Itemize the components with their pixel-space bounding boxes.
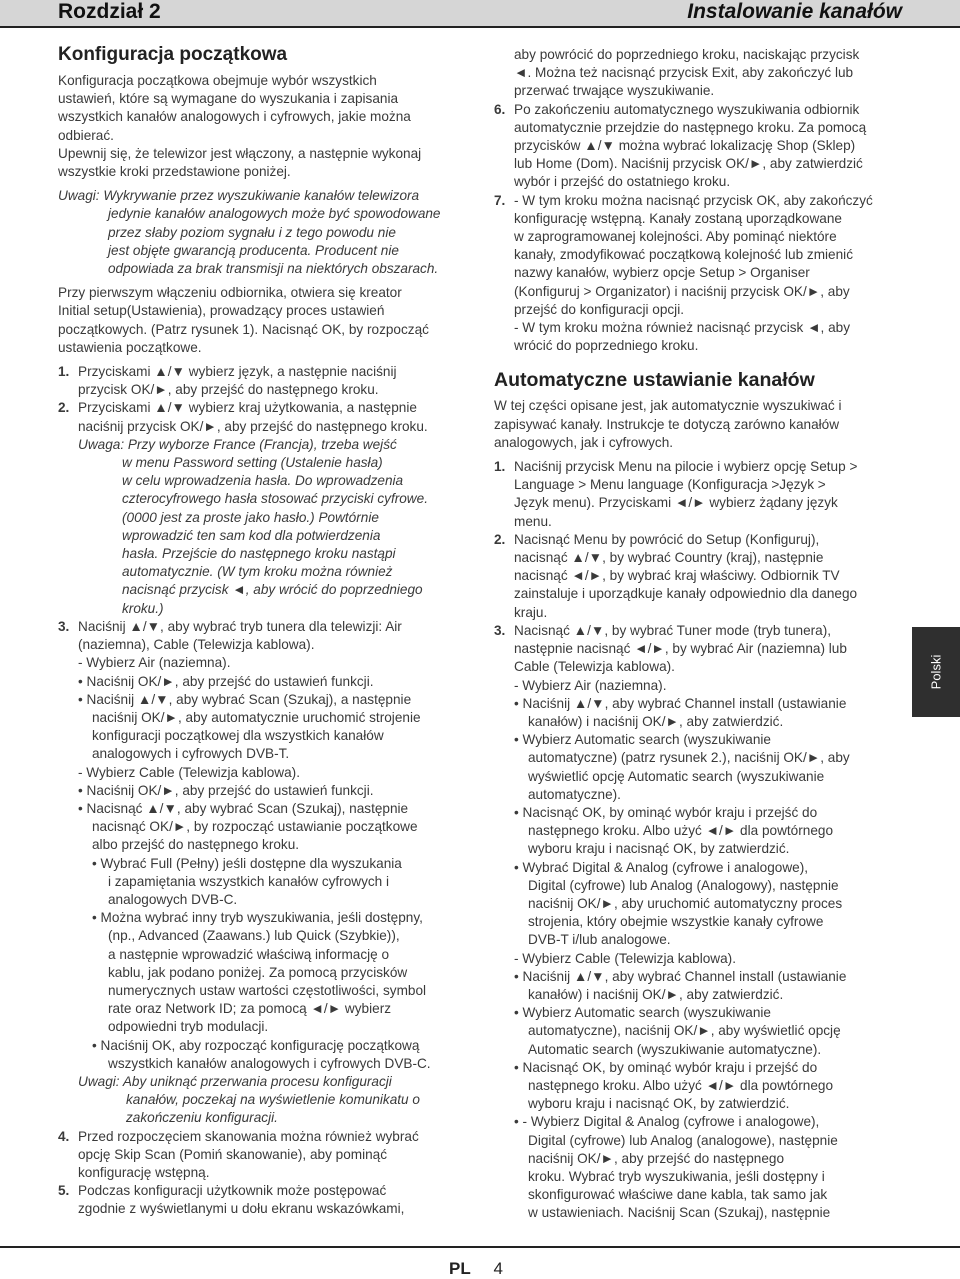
text-line: • - Wybierz Digital & Analog (cyfrowe i analogowe), bbox=[514, 1114, 820, 1130]
step-2 bbox=[58, 399, 474, 435]
text-line: Digital (cyfrowe) lub Analog (analogowe), następnie bbox=[528, 1132, 838, 1148]
text-line: a następnie wprowadzić właściwą informację o bbox=[108, 946, 390, 962]
text-line: wprowadzić ten sam kod dla potwierdzenia bbox=[122, 527, 381, 543]
text-line: 3. Nacisnąć ▲/▼, by wybrać Tuner mode (tryb tunera), bbox=[494, 622, 832, 638]
text-line: przycisk OK/►, aby przejść do następnego kroku. bbox=[78, 382, 379, 398]
text-line: Język menu). Przyciskami ◄/► wybierz żądany język bbox=[514, 495, 838, 511]
text-line: 2. Nacisnąć Menu by powrócić do Setup (Konfiguruj), bbox=[494, 531, 820, 547]
text-line: - W tym kroku można również nacisnąć przycisk ◄, aby bbox=[514, 320, 851, 336]
text-line: naciśnij przycisk OK/►, aby przejść do następnego kroku. bbox=[78, 418, 428, 434]
text-line: automatycznie przejdzie do następnego kroku. Za pomocą bbox=[514, 119, 867, 135]
text-line: 7. - W tym kroku można nacisnąć przycisk OK, aby zakończyć bbox=[494, 192, 873, 208]
text-line: • Naciśnij ▲/▼, aby wybrać Scan (Szukaj), a następnie bbox=[78, 691, 412, 707]
text-line: - Wybierz Cable (Telewizja kablowa). bbox=[514, 950, 736, 966]
text-line: DVB-T i/lub analogowe. bbox=[528, 932, 671, 948]
text-line: jest objęte gwarancją producenta. Producent nie bbox=[108, 242, 399, 258]
text-line: Konfiguracja początkowa obejmuje wybór wszystkich bbox=[58, 73, 377, 88]
auto-tuner-options bbox=[494, 677, 902, 1223]
text-line: następnie nacisnąć ◄/►, by wybrać Air (naziemna) lub bbox=[514, 641, 847, 657]
text-line: analogowych DVB-C. bbox=[108, 891, 238, 907]
text-line: kraju. bbox=[514, 604, 548, 620]
text-line: kablu, jak podano poniżej. Za pomocą przycisków bbox=[108, 964, 408, 980]
step-5-continued bbox=[494, 46, 902, 101]
text-line: • Naciśnij OK/►, aby przejść do ustawień funkcji. bbox=[78, 673, 374, 689]
text-line: albo przejść do następnego kroku. bbox=[92, 837, 300, 853]
section-title: Instalowanie kanałów bbox=[687, 0, 902, 23]
text-line: w celu wprowadzenia hasła. Do wprowadzenia bbox=[122, 473, 404, 489]
text-line: wszystkie kroki przedstawione poniżej. bbox=[58, 164, 291, 180]
text-line: • Wybierz Automatic search (wyszukiwanie bbox=[514, 732, 771, 748]
text-line: przycisków ▲/▼ można wybrać lokalizację Shop (Sklep) bbox=[514, 138, 856, 154]
text-line: wyświetlić opcję Automatic search (wyszukiwanie bbox=[528, 768, 825, 784]
heading-auto-channel: Automatyczne ustawianie kanałów bbox=[494, 369, 815, 392]
text-line: przejść do konfiguracji opcji. bbox=[514, 301, 685, 317]
text-line: wyboru kraju i nacisnąć OK, by zatwierdzić. bbox=[528, 1096, 790, 1112]
text-line: • Wybrać Digital & Analog (cyfrowe i analogowe), bbox=[514, 859, 809, 875]
text-line: (0000 jest za proste jako hasło.) Powtórnie bbox=[122, 509, 379, 525]
text-line: - Wybierz Cable (Telewizja kablowa). bbox=[78, 764, 300, 780]
text-line: rate oraz Network ID; za pomocą ◄/► wybierz bbox=[108, 1001, 392, 1017]
text-line: zakończeniu konfiguracji. bbox=[126, 1110, 278, 1126]
text-line: 5. Podczas konfiguracji użytkownik może postępować bbox=[58, 1183, 387, 1199]
text-line: Automatic search (wyszukiwanie automatyczne). bbox=[528, 1041, 822, 1057]
text-line: wyboru kraju i nacisnąć OK, by zatwierdzić. bbox=[528, 841, 790, 857]
text-line: • Naciśnij OK, aby rozpocząć konfigurację początkową bbox=[92, 1037, 420, 1053]
text-line: nacisnąć ◄/►, by wybrać kraj właściwy. Odbiornik TV bbox=[514, 568, 840, 584]
text-line: wrócić do poprzedniego kroku. bbox=[514, 338, 699, 354]
text-line: konfigurację wstępną. bbox=[78, 1164, 210, 1180]
text-line: automatycznie. (W tym kroku można również bbox=[122, 564, 393, 580]
text-line: nacisnąć ▲/▼, by wybrać Country (kraj), następnie bbox=[514, 550, 824, 566]
text-line: nacisnąć OK/►, by rozpocząć ustawianie początkowe bbox=[92, 819, 418, 835]
text-line: następnego kroku. Albo użyć ◄/► dla powtórnego bbox=[528, 823, 834, 839]
text-line: 6. Po zakończeniu automatycznego wyszukiwania odbiornik bbox=[494, 101, 860, 117]
text-line: wybór i przejść do ostatniego kroku. bbox=[514, 174, 731, 190]
step-3 bbox=[58, 618, 474, 654]
auto-step-1 bbox=[494, 458, 902, 531]
text-line: ◄. Można też nacisnąć przycisk Exit, aby zakończyć lub bbox=[514, 65, 854, 81]
chapter-title: Rozdział 2 bbox=[58, 0, 161, 23]
text-line: i zapamiętania wszystkich kanałów cyfrowych i bbox=[108, 873, 390, 889]
text-line: nacisnąć przycisk ◄, aby wrócić do poprzedniego bbox=[122, 582, 423, 598]
text-line: • Nacisnąć OK, by ominąć wybór kraju i przejść do bbox=[514, 1059, 818, 1075]
text-line: Przy pierwszym włączeniu odbiornika, otwiera się kreator bbox=[58, 285, 402, 301]
text-line: naciśnij OK/►, aby uruchomić automatyczny proces bbox=[528, 895, 843, 911]
step-1 bbox=[58, 363, 474, 399]
text-line: analogowych i cyfrowych DVB-T. bbox=[92, 746, 290, 762]
text-line: następnego kroku. Albo użyć ◄/► dla powtórnego bbox=[528, 1077, 834, 1093]
text-line: odpowiada za brak transmisji na niektórych obszarach. bbox=[108, 261, 439, 277]
text-line: konfigurację wstępną. Kanały zostaną uporządkowane bbox=[514, 210, 842, 226]
auto-intro bbox=[494, 397, 902, 452]
text-line: • Nacisnąć ▲/▼, aby wybrać Scan (Szukaj), następnie bbox=[78, 800, 409, 816]
text-line: ustawień, które są wymagane do wyszukania i zapisania bbox=[58, 91, 399, 107]
text-line: automatyczne), naciśnij OK/►, aby wyświetlić opcję bbox=[528, 1023, 841, 1039]
text-line: hasła. Przejście do następnego kroku nastąpi bbox=[122, 546, 396, 562]
text-line: • Wybierz Automatic search (wyszukiwanie bbox=[514, 1005, 771, 1021]
text-line: Uwagi: Aby uniknąć przerwania procesu konfiguracji bbox=[78, 1073, 392, 1089]
text-line: • Można wybrać inny tryb wyszukiwania, jeśli dostępny, bbox=[92, 910, 423, 926]
footer-lang: PL bbox=[449, 1259, 471, 1278]
text-line: naciśnij OK/►, aby przejść do następnego bbox=[528, 1150, 785, 1166]
text-line: nazwy kanałów, wybierz opcje Setup > Organiser bbox=[514, 265, 810, 281]
step-6 bbox=[494, 101, 902, 192]
text-line: - Wybierz Air (naziemna). bbox=[78, 655, 231, 671]
text-line: aby powrócić do poprzedniego kroku, naciskając przycisk bbox=[514, 47, 860, 62]
text-line: • Naciśnij OK/►, aby przejść do ustawień funkcji. bbox=[78, 782, 374, 798]
text-line: • Wybrać Full (Pełny) jeśli dostępne dla wyszukania bbox=[92, 855, 402, 871]
text-line: ustawienia początkowe. bbox=[58, 339, 202, 355]
text-line: naciśnij OK/►, aby automatycznie uruchomić strojenie bbox=[92, 709, 421, 725]
text-line: odpowiedni tryb modulacji. bbox=[108, 1019, 269, 1035]
note-france bbox=[58, 436, 474, 618]
text-line: strojenia, który obejmie wszystkie kanały cyfrowe bbox=[528, 914, 824, 930]
text-line: konfiguracji początkowej dla wszystkich kanałów bbox=[92, 728, 384, 744]
text-line: przez słaby poziom sygnału i z tego powodu nie bbox=[108, 224, 396, 240]
text-line: - Wybierz Air (naziemna). bbox=[514, 677, 667, 693]
page-header bbox=[0, 0, 960, 28]
text-line: • Naciśnij ▲/▼, aby wybrać Channel install (ustawianie bbox=[514, 695, 847, 711]
tuner-options bbox=[58, 654, 474, 1073]
text-line: przerwać trwające wyszukiwanie. bbox=[514, 83, 715, 99]
text-line: w menu Password setting (Ustalenie hasła) bbox=[122, 455, 383, 471]
text-line: Uwagi: Wykrywanie przez wyszukiwanie kanałów telewizora bbox=[58, 188, 420, 204]
step-4 bbox=[58, 1128, 474, 1183]
text-line: odbierać. bbox=[58, 127, 114, 143]
text-line: lub Home (Dom). Naciśnij przycisk OK/►, aby zatwierdzić bbox=[514, 156, 863, 172]
text-line: automatyczne) (patrz rysunek 2.), naciśnij OK/►, aby bbox=[528, 750, 850, 766]
text-line: skonfigurować właściwe dane kabla, tak samo jak bbox=[528, 1187, 828, 1203]
wizard-intro bbox=[58, 284, 474, 357]
text-line: 1. Naciśnij przycisk Menu na pilocie i wybierz opcję Setup > bbox=[494, 459, 858, 475]
text-line: automatyczne). bbox=[528, 786, 621, 802]
note-wait bbox=[58, 1073, 474, 1128]
text-line: Upewnij się, że telewizor jest włączony, a następnie wykonaj bbox=[58, 145, 422, 161]
language-tab bbox=[912, 627, 960, 717]
text-line: opcję Skip Scan (Pomiń skanowanie), aby pominąć bbox=[78, 1146, 388, 1162]
text-line: 1. Przyciskami ▲/▼ wybierz język, a następnie naciśnij bbox=[58, 364, 397, 380]
text-line: kroku.) bbox=[122, 600, 164, 616]
step-7 bbox=[494, 192, 902, 356]
intro-text bbox=[58, 72, 474, 181]
text-line: 3. Naciśnij ▲/▼, aby wybrać tryb tunera dla telewizji: Air bbox=[58, 618, 402, 634]
text-line: początkowych. (Patrz rysunek 1). Nacisnąć OK, by rozpocząć bbox=[58, 321, 429, 337]
page-footer bbox=[449, 1259, 503, 1279]
right-column bbox=[494, 46, 902, 1223]
text-line: (Konfiguruj > Organizator) i naciśnij przycisk OK/►, aby bbox=[514, 283, 850, 299]
text-line: • Naciśnij ▲/▼, aby wybrać Channel install (ustawianie bbox=[514, 968, 847, 984]
text-line: numerycznych ustaw wartości częstotliwości, symbol bbox=[108, 982, 427, 998]
text-line: czterocyfrowego hasła stosować przyciski cyfrowe. bbox=[122, 491, 428, 507]
text-line: Cable (Telewizja kablowa). bbox=[514, 659, 675, 675]
auto-step-2 bbox=[494, 531, 902, 622]
text-line: menu. bbox=[514, 513, 552, 529]
step-5 bbox=[58, 1182, 474, 1218]
text-line: 4. Przed rozpoczęciem skanowania można również wybrać bbox=[58, 1128, 419, 1144]
text-line: Language > Menu language (Konfiguracja >Język > bbox=[514, 477, 826, 493]
text-line: jedynie kanałów analogowych może być spowodowane bbox=[108, 206, 441, 222]
text-line: w zaprogramowanej kolejności. Aby pominąć niektóre bbox=[514, 229, 837, 245]
text-line: analogowych, jak i cyfrowych. bbox=[494, 434, 674, 450]
text-line: • Nacisnąć OK, by ominąć wybór kraju i przejść do bbox=[514, 804, 818, 820]
text-line: (np., Advanced (Zaawans.) lub Quick (Szybkie)), bbox=[108, 928, 400, 944]
left-column bbox=[58, 44, 474, 1219]
text-line: wszystkich kanałów analogowych i cyfrowych DVB-C. bbox=[108, 1055, 431, 1071]
text-line: zgodnie z wyświetlanymi u dołu ekranu wskazówkami, bbox=[78, 1201, 405, 1217]
heading-initial-setup: Konfiguracja początkowa bbox=[58, 44, 288, 65]
footer-divider bbox=[0, 1246, 960, 1248]
text-line: zapisywać kanały. Instrukcje te dotyczą zarówno kanałów bbox=[494, 416, 840, 432]
text-line: kanały, zmodyfikować początkową kolejność lub zmienić bbox=[514, 247, 853, 263]
text-line: zainstaluje i uporządkuje kanały odpowiednio dla danego bbox=[514, 586, 858, 602]
text-line: 2. Przyciskami ▲/▼ wybierz kraj użytkowania, a następnie bbox=[58, 400, 417, 416]
text-line: kanałów) i naciśnij OK/►, aby zatwierdzić. bbox=[528, 986, 784, 1002]
language-tab-label: Polski bbox=[928, 654, 944, 690]
text-line: (naziemna), Cable (Telewizja kablowa). bbox=[78, 637, 315, 653]
text-line: Digital (cyfrowe) lub Analog (Analogowy), następnie bbox=[528, 877, 839, 893]
text-line: W tej części opisane jest, jak automatycznie wyszukiwać i bbox=[494, 398, 842, 414]
text-line: kanałów, poczekaj na wyświetlenie komunikatu o bbox=[126, 1092, 420, 1108]
text-line: Initial setup(Ustawienia), prowadzący proces ustawień bbox=[58, 303, 385, 319]
page-number: 4 bbox=[493, 1259, 503, 1278]
text-line: kroku. Wybrać tryb wyszukiwania, jeśli dostępny i bbox=[528, 1168, 825, 1184]
note-signal bbox=[58, 187, 474, 278]
text-line: w ustawieniach. Naciśnij Scan (Szukaj), następnie bbox=[528, 1205, 831, 1221]
auto-step-3 bbox=[494, 622, 902, 677]
text-line: Uwaga: Przy wyborze France (Francja), trzeba wejść bbox=[78, 436, 397, 452]
text-line: kanałów) i naciśnij OK/►, aby zatwierdzić. bbox=[528, 713, 784, 729]
text-line: wszystkich kanałów analogowych i cyfrowych, jakie można bbox=[58, 109, 411, 125]
